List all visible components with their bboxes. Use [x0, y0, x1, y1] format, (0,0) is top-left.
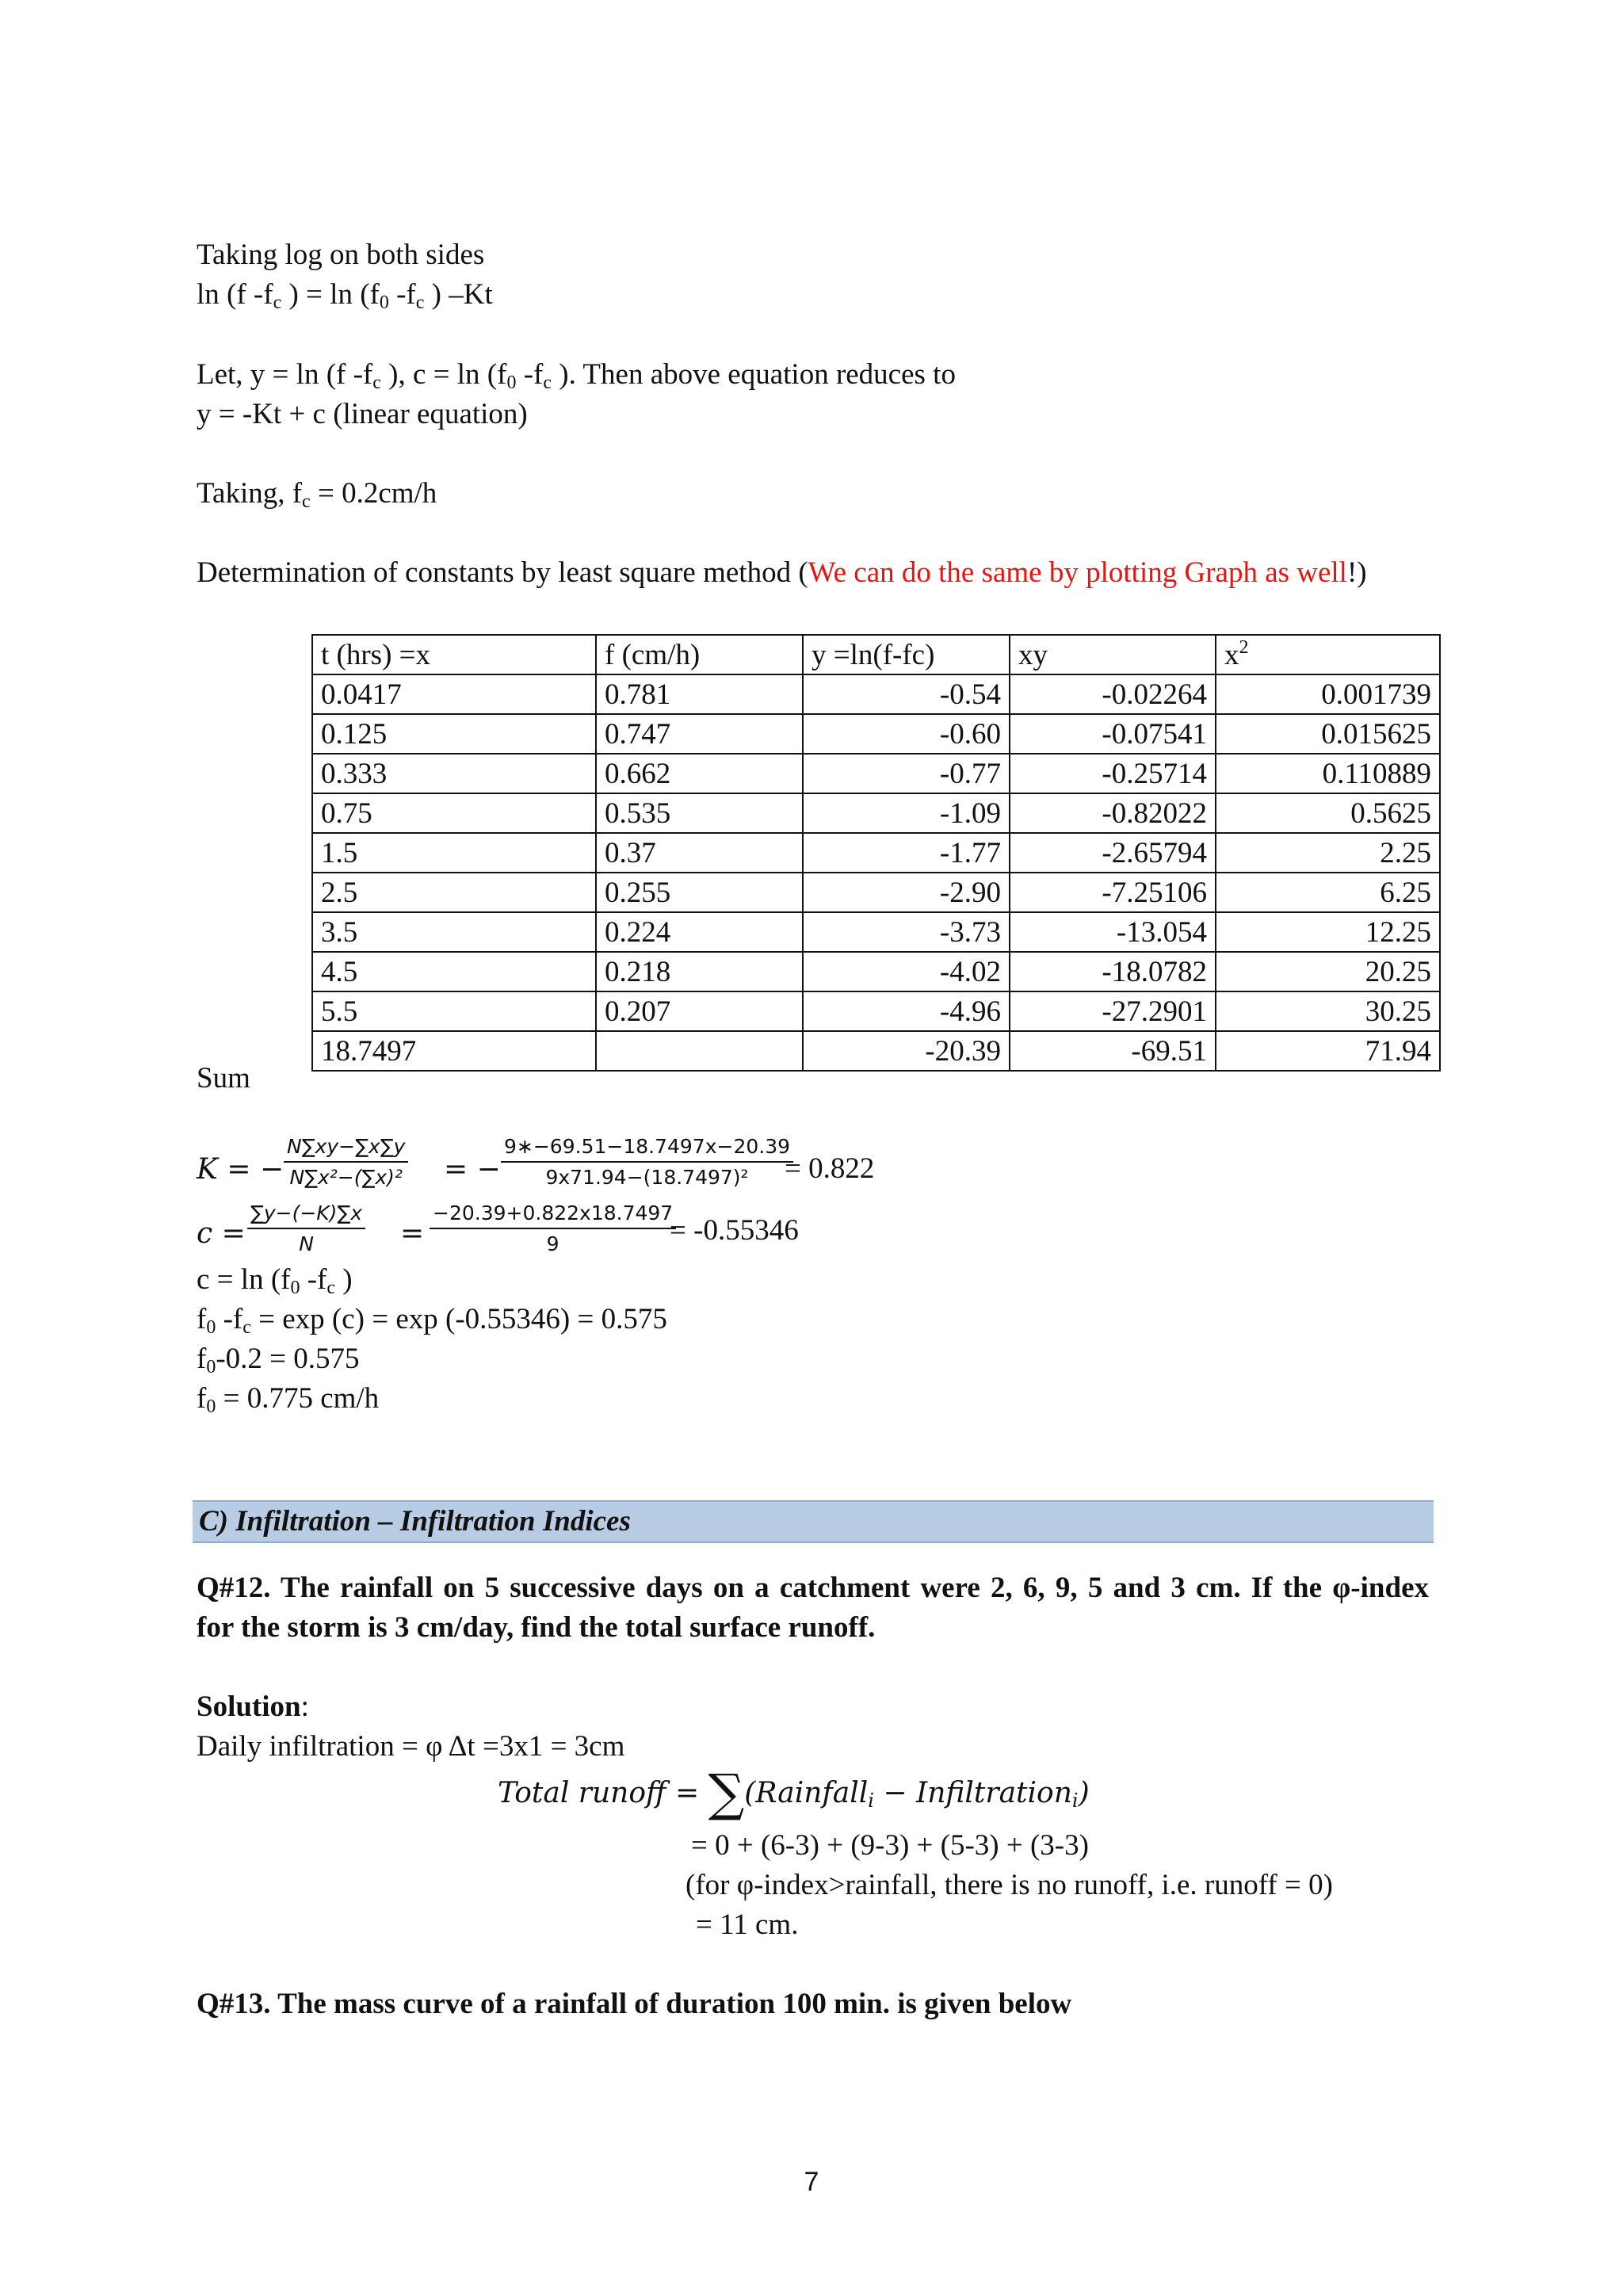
solution-label: Solution: [197, 1690, 309, 1723]
q13-line-1: Q#13. The mass curve of a rainfall of duration 100 min. is given below [197, 1988, 1072, 2020]
cell-x: 0.75 [312, 793, 596, 833]
cell-y: -3.73 [803, 912, 1010, 952]
intro-line-1: Taking log on both sides [197, 239, 485, 271]
table-header-row [312, 635, 1440, 674]
sum-label: Sum [197, 1062, 250, 1095]
cell-f: 0.662 [596, 754, 803, 793]
intro-line-2: ln (f $-f_c$ ) = $\ln (f_0$ $-f_c$ ) –Kt [197, 278, 493, 313]
least-squares-table [311, 634, 1441, 1072]
result-line-4: $f_0 = 0.775$ cm/h [197, 1382, 380, 1417]
cell-f: 0.781 [596, 674, 803, 714]
cell-xy: -2.65794 [1010, 833, 1216, 873]
cell-y: -0.77 [803, 754, 1010, 793]
cell-x2: 0.110889 [1216, 754, 1440, 793]
sum-x: 18.7497 [312, 1031, 596, 1071]
k-fraction-values: $\frac{9∗-69.51-18.7497x-20.39}{\text{9x71.94−(18.7497)²}}$ [501, 1135, 793, 1189]
cell-x: 0.333 [312, 754, 596, 793]
q12-line-1: Q#12. The rainfall on 5 successive days on a catchment were 2, 6, 9, 5 and 3 cm. If the φ-index [197, 1572, 1429, 1604]
sum-f [596, 1031, 803, 1071]
cell-f: 0.255 [596, 873, 803, 912]
cell-y: -4.02 [803, 952, 1010, 991]
cell-xy: -0.82022 [1010, 793, 1216, 833]
cell-xy: -0.02264 [1010, 674, 1216, 714]
cell-x: 5.5 [312, 991, 596, 1031]
cell-x2: 0.5625 [1216, 793, 1440, 833]
runoff-step-2: (for φ-index>rainfall, there is no runoff, i.e. runoff = 0) [685, 1869, 1333, 1901]
sum-xy: -69.51 [1010, 1031, 1216, 1071]
cell-xy: -0.07541 [1010, 714, 1216, 754]
header-y: y =ln(f-fc) [803, 635, 1010, 674]
result-line-1: $c = \ln (f_0$ $-f_c$ ) [197, 1263, 353, 1298]
c-lhs: c = [197, 1217, 246, 1250]
cell-y: -2.90 [803, 873, 1010, 912]
sum-y: -20.39 [803, 1031, 1010, 1071]
runoff-step-3: = 11 cm. [696, 1908, 799, 1941]
cell-y: -0.60 [803, 714, 1010, 754]
cell-x2: 12.25 [1216, 912, 1440, 952]
section-title: C) Infiltration – Infiltration Indices [199, 1505, 631, 1538]
sum-x2: 71.94 [1216, 1031, 1440, 1071]
table-row [312, 912, 1440, 952]
table-row [312, 991, 1440, 1031]
c-result: = -0.55346 [670, 1214, 799, 1247]
header-f: f (cm/h) [596, 635, 803, 674]
header-x: t (hrs) =x [312, 635, 596, 674]
section-heading-bar [193, 1500, 1434, 1543]
cell-x: 3.5 [312, 912, 596, 952]
c-fraction-general: $\frac{\sum y-(-K)\sum x}{N}$ [247, 1201, 365, 1255]
daily-infiltration: Daily infiltration = φ Δt =3x1 = 3cm [197, 1730, 625, 1763]
table-row [312, 793, 1440, 833]
table-row [312, 833, 1440, 873]
sigma-symbol: ∑ [708, 1764, 745, 1823]
table-row [312, 873, 1440, 912]
table-row [312, 714, 1440, 754]
q12-line-2: for the storm is 3 cm/day, find the total surface runoff. [197, 1611, 876, 1644]
cell-y: -1.09 [803, 793, 1010, 833]
k-result: = 0.822 [785, 1152, 875, 1185]
page-number: 7 [804, 2167, 819, 2197]
cell-x: 0.0417 [312, 674, 596, 714]
cell-x2: 2.25 [1216, 833, 1440, 873]
cell-f: 0.224 [596, 912, 803, 952]
table-row [312, 674, 1440, 714]
table-row [312, 952, 1440, 991]
cell-x: 2.5 [312, 873, 596, 912]
intro-line-3: Let, y = ln (f $-f_c$ ), $c = \ln (f_0$ $-f_c$ ). Then above equation reduces to [197, 358, 956, 393]
intro-line-4: y = -Kt + c (linear equation) [197, 398, 528, 430]
cell-xy: -7.25106 [1010, 873, 1216, 912]
total-runoff-formula: Total runoff = ∑(Rainfall$_i$ − Infiltration$_i$) [498, 1764, 1090, 1823]
table-sum-row [312, 1031, 1440, 1071]
header-x2: $x^2$ [1216, 635, 1440, 674]
cell-xy: -18.0782 [1010, 952, 1216, 991]
k-equals: = − [444, 1153, 501, 1186]
cell-xy: -13.054 [1010, 912, 1216, 952]
runoff-step-1: = 0 + (6-3) + (9-3) + (5-3) + (3-3) [691, 1829, 1089, 1862]
cell-xy: -0.25714 [1010, 754, 1216, 793]
result-line-3: $f_0-0.2 = 0.575$ [197, 1343, 360, 1377]
cell-y: -4.96 [803, 991, 1010, 1031]
header-xy: xy [1010, 635, 1216, 674]
k-fraction-general: $\frac{N\sum xy-\sum x\sum y}{\text{N∑x²−(∑x)²}}$ [284, 1135, 408, 1189]
cell-f: 0.535 [596, 793, 803, 833]
c-fraction-values: $\frac{-20.39+0.822x18.7497}{9}$ [430, 1201, 676, 1255]
cell-f: 0.747 [596, 714, 803, 754]
red-note: We can do the same by plotting Graph as well [808, 556, 1347, 589]
cell-x: 4.5 [312, 952, 596, 991]
cell-f: 0.37 [596, 833, 803, 873]
cell-f: 0.218 [596, 952, 803, 991]
c-equals: = [400, 1217, 425, 1250]
intro-line-5: Taking, $f_c = 0.2cm/h$ [197, 477, 437, 512]
cell-x2: 0.015625 [1216, 714, 1440, 754]
table-row [312, 754, 1440, 793]
intro-line-6: Determination of constants by least square method (We can do the same by plotting Graph as well!) [197, 556, 1367, 589]
cell-x2: 6.25 [1216, 873, 1440, 912]
cell-y: -1.77 [803, 833, 1010, 873]
k-lhs: K = − [197, 1153, 285, 1186]
result-line-2: $f_0$ $-f_c = \exp (c) = \exp (-0.55346) = 0.575$ [197, 1303, 667, 1338]
cell-x2: 20.25 [1216, 952, 1440, 991]
cell-x2: 30.25 [1216, 991, 1440, 1031]
cell-y: -0.54 [803, 674, 1010, 714]
cell-x: 0.125 [312, 714, 596, 754]
cell-x: 1.5 [312, 833, 596, 873]
cell-xy: -27.2901 [1010, 991, 1216, 1031]
cell-x2: 0.001739 [1216, 674, 1440, 714]
cell-f: 0.207 [596, 991, 803, 1031]
